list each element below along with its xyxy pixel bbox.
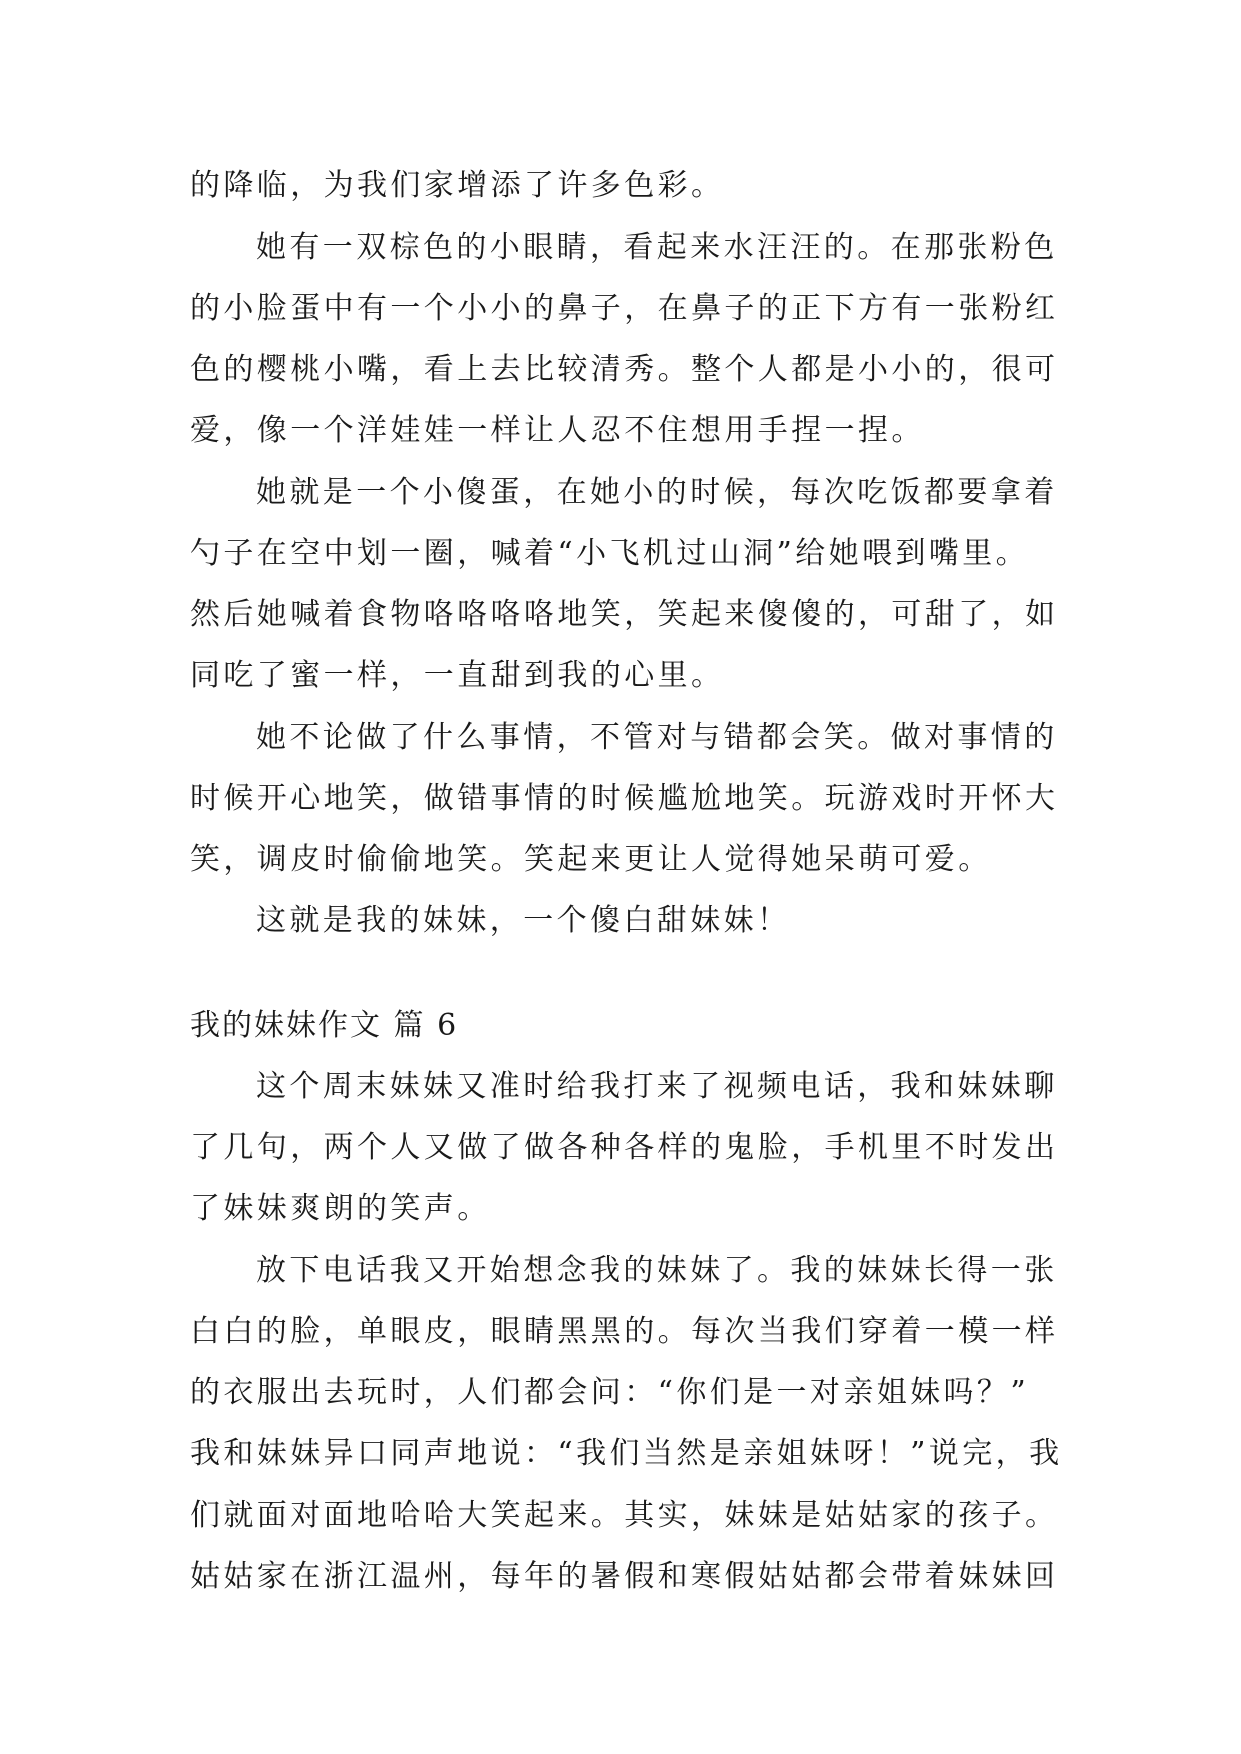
text-line: 了几句，两个人又做了做各种各样的鬼脸，手机里不时发出 xyxy=(190,1130,1059,1165)
text-line: 然后她喊着食物咯咯咯咯地笑，笑起来傻傻的，可甜了，如 xyxy=(190,597,1059,632)
text-line: 这个周末妹妹又准时给我打来了视频电话，我和妹妹聊 xyxy=(256,1069,1058,1104)
text-line: 的衣服出去玩时，人们都会问：“你们是一对亲姐妹吗？” xyxy=(190,1375,1030,1410)
text-line: 爱，像一个洋娃娃一样让人忍不住想用手捏一捏。 xyxy=(190,413,925,448)
text-line: 的小脸蛋中有一个小小的鼻子，在鼻子的正下方有一张粉红 xyxy=(190,291,1059,326)
text-line: 们就面对面地哈哈大笑起来。其实，妹妹是姑姑家的孩子。 xyxy=(190,1498,1059,1533)
text-line: 她有一双棕色的小眼睛，看起来水汪汪的。在那张粉色 xyxy=(256,230,1058,265)
text-line: 白白的脸，单眼皮，眼睛黑黑的。每次当我们穿着一模一样 xyxy=(190,1314,1059,1349)
text-line: 同吃了蜜一样，一直甜到我的心里。 xyxy=(190,658,725,693)
text-line: 的降临，为我们家增添了许多色彩。 xyxy=(190,168,725,203)
text-line: 笑，调皮时偷偷地笑。笑起来更让人觉得她呆萌可爱。 xyxy=(190,842,992,877)
text-line: 色的樱桃小嘴，看上去比较清秀。整个人都是小小的，很可 xyxy=(190,352,1059,387)
text-line: 她就是一个小傻蛋，在她小的时候，每次吃饭都要拿着 xyxy=(256,475,1058,510)
text-line: 姑姑家在浙江温州，每年的暑假和寒假姑姑都会带着妹妹回 xyxy=(190,1559,1059,1594)
section-heading: 我的妹妹作文 篇 6 xyxy=(190,1008,459,1043)
text-line: 我和妹妹异口同声地说：“我们当然是亲姐妹呀！”说完，我 xyxy=(190,1436,1063,1471)
text-line: 放下电话我又开始想念我的妹妹了。我的妹妹长得一张 xyxy=(256,1253,1058,1288)
text-line: 这就是我的妹妹，一个傻白甜妹妹！ xyxy=(256,903,791,938)
text-line: 时候开心地笑，做错事情的时候尴尬地笑。玩游戏时开怀大 xyxy=(190,781,1059,816)
text-line: 勺子在空中划一圈，喊着“小飞机过山洞”给她喂到嘴里。 xyxy=(190,536,1030,571)
text-line: 她不论做了什么事情，不管对与错都会笑。做对事情的 xyxy=(256,720,1058,755)
text-line: 了妹妹爽朗的笑声。 xyxy=(190,1191,491,1226)
